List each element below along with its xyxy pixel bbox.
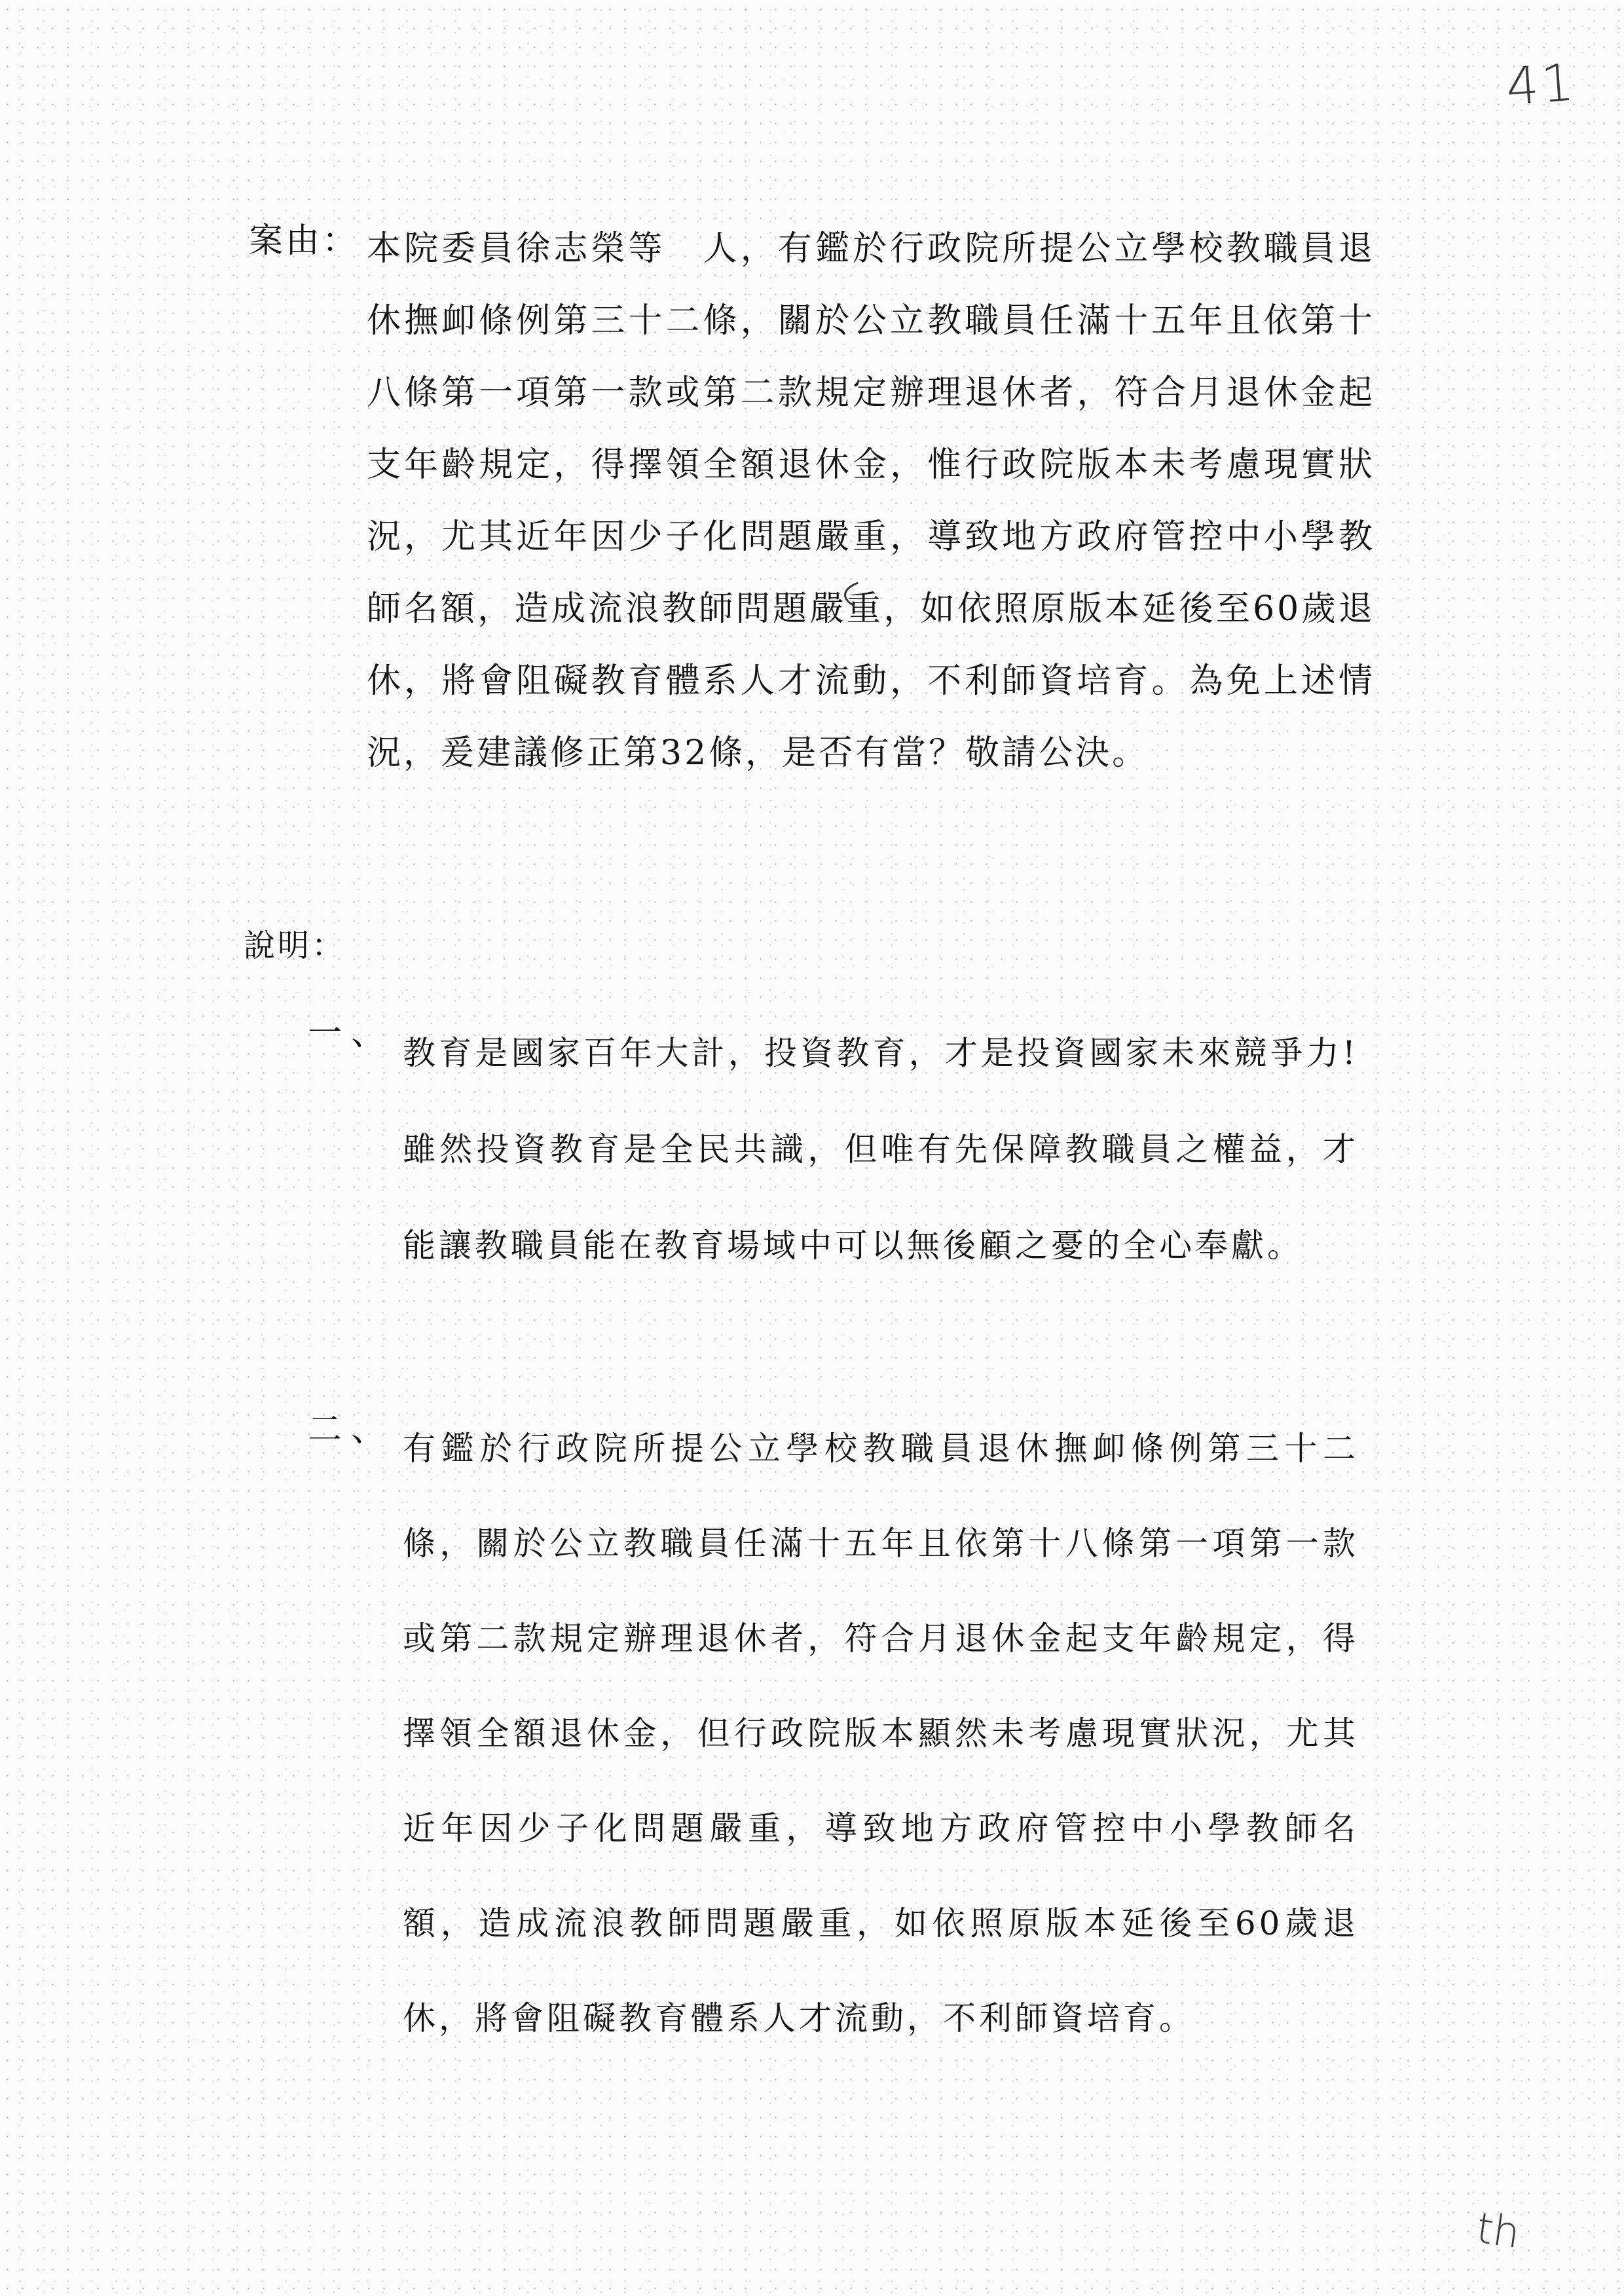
handwritten-page-number: 41 — [1504, 53, 1579, 117]
pen-mark-icon — [832, 580, 871, 625]
explanation-label: 說明： — [244, 927, 346, 964]
item-marker: 二、 — [308, 1410, 395, 1449]
item-marker: 一、 — [308, 1014, 395, 1053]
reason-text: 本院委員徐志榮等 人，有鑑於行政院所提公立學校教職員退休撫卹條例第三十二條，關於公立教職員任滿十五年且依第十八條第一項第一款或第二款規定辦理退休者，符合月退休金起支年齡規定，得擇領全額退休金，惟行政院版本未考慮現實狀況，尤其近年因少子化問題嚴重，導致地方政府管控中小學教師名額，造成流浪教師問題嚴重，如依照原版本延後至60歲退休，將會阻礙教育體系人才流動，不利師資培育。為免上述情況，爰建議修正第32條，是否有當？敬請公決。 — [367, 229, 1375, 773]
reason-label: 案由： — [249, 221, 360, 261]
item-text: 教育是國家百年大計，投資教育，才是投資國家未來競爭力!雖然投資教育是全民共識，但唯有先保障教職員之權益，才能讓教職員能在教育場域中可以無後顧之憂的全心奉獻。 — [403, 1034, 1359, 1265]
handwritten-footer-mark: th — [1473, 2204, 1523, 2259]
item-text: 有鑑於行政院所提公立學校教職員退休撫卹條例第三十二條，關於公立教職員任滿十五年且依第十八條第一項第一款或第二款規定辦理退休者，符合月退休金起支年齡規定，得擇領全額退休金，但行政院版本顯然未考慮現實狀況，尤其近年因少子化問題嚴重，導致地方政府管控中小學教師名額，造成流浪教師問題嚴重，如依照原版本延後至60歲退休，將會阻礙教育體系人才流動，不利師資培育。 — [403, 1430, 1359, 2037]
